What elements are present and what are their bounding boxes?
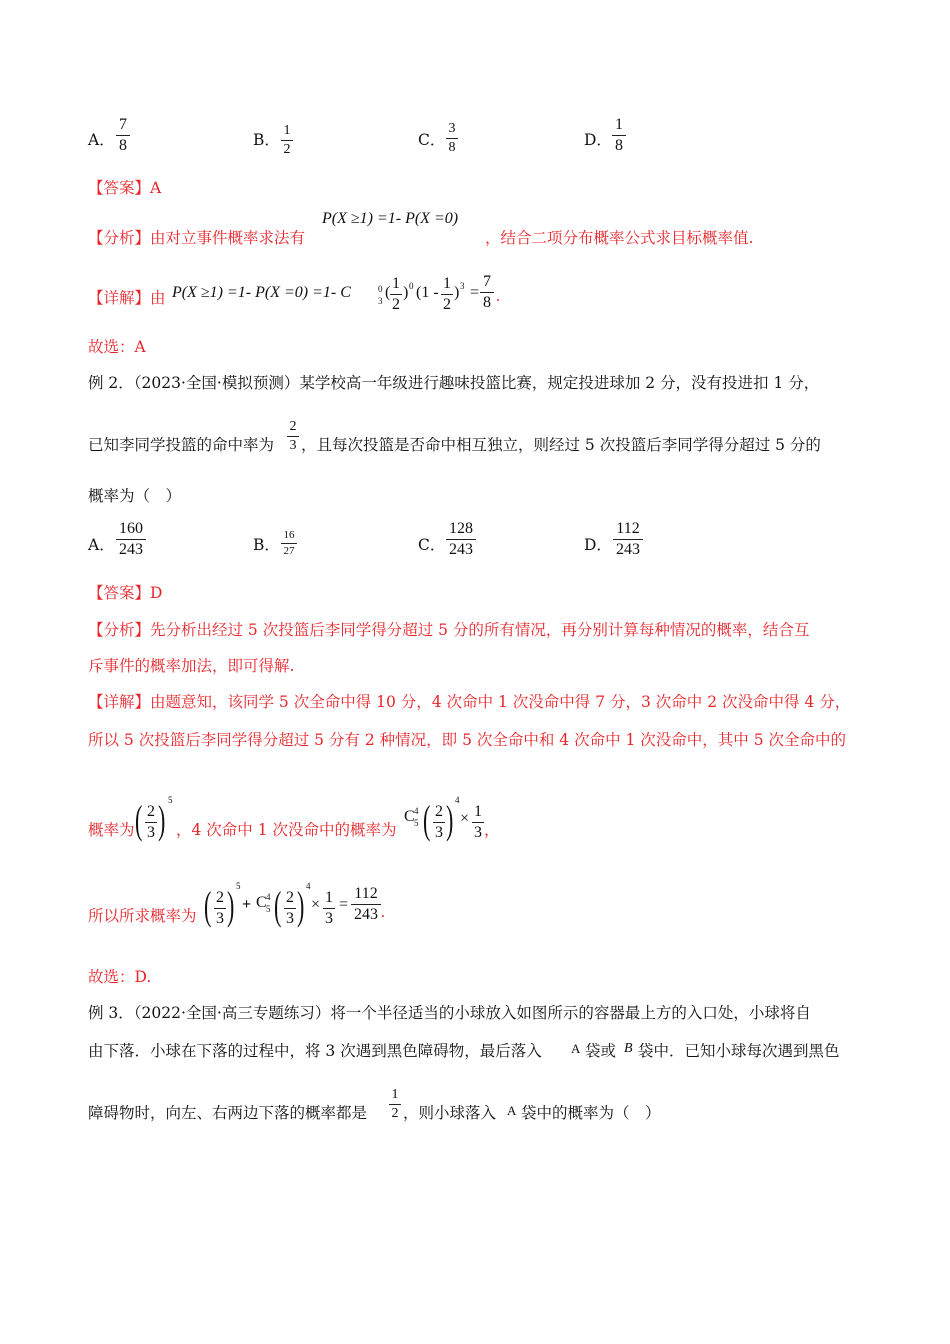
q2-analysis-line2: 斥事件的概率加法，即可得解. bbox=[88, 657, 295, 675]
q2-detail-line1: 【详解】由题意知，该同学 5 次全命中得 10 分，4 次命中 1 次没命中得 7 分，3 次命中 2 次没命中得 4 分， bbox=[88, 693, 851, 711]
q2-c-letter: C bbox=[404, 808, 415, 825]
q1-detail-rparen: ) bbox=[403, 284, 409, 301]
q2-rate-fraction: 2 3 bbox=[287, 420, 299, 453]
q3-line2-a: 由下落．小球在下落的过程中，将 3 次遇到黑色障碍物，最后落入 bbox=[88, 1042, 542, 1060]
option-a-letter: A． bbox=[88, 536, 115, 554]
q2-line2-suffix: ，且每次投篮是否命中相互独立，则经过 5 次投篮后李同学得分超过 5 分的 bbox=[301, 436, 821, 454]
q1-answer: 【答案】A bbox=[88, 179, 162, 197]
option-d-fraction: 112 243 bbox=[613, 521, 643, 558]
q3-half-fraction: 1 2 bbox=[389, 1088, 401, 1121]
q2-line1: 例 2．（2023·全国·模拟预测）某学校高一年级进行趣味投篮比赛，规定投进球加 2 分，没有投进扣 1 分， bbox=[88, 374, 820, 392]
q1-detail-result: 7 8 bbox=[480, 274, 494, 311]
option-c-letter: C． bbox=[418, 536, 446, 554]
q1-analysis-formula: P(X ≥1) =1- P(X =0) bbox=[322, 210, 459, 227]
q3-line3-c: 袋中的概率为（ ） bbox=[521, 1104, 661, 1122]
q2-choose: 故选：D. bbox=[88, 968, 152, 986]
q1-detail-one-minus: (1 - bbox=[416, 284, 439, 301]
q2-detail-line3-b: ，4 次命中 1 次没命中的概率为 bbox=[176, 821, 397, 839]
option-c-fraction: 3 8 bbox=[446, 122, 458, 155]
q2-frac-2-3: 2 3 bbox=[147, 803, 155, 841]
option-b-letter: B． bbox=[253, 131, 280, 149]
option-d-letter: D． bbox=[584, 131, 612, 149]
option-a-fraction: 7 8 bbox=[116, 117, 130, 154]
q3-var-b: B bbox=[624, 1041, 633, 1056]
option-b-fraction: 16 27 bbox=[281, 530, 297, 557]
q1-analysis-prefix: 【分析】由对立事件概率求法有 bbox=[88, 229, 306, 247]
q1-detail-formula-main: P(X ≥1) =1- P(X =0) =1- C bbox=[172, 284, 351, 301]
option-d-letter: D． bbox=[584, 536, 612, 554]
q2-detail-line4: 所以所求概率为 bbox=[88, 907, 197, 925]
option-a-letter: A． bbox=[88, 131, 115, 149]
q1-detail-half: 1 2 bbox=[392, 275, 400, 313]
q1-detail-exp3: 3 bbox=[460, 281, 465, 291]
q1-detail-c-sub: 3 bbox=[378, 296, 383, 306]
q1-detail-lparen: ( bbox=[385, 284, 391, 301]
q2-analysis-line1: 【分析】先分析出经过 5 次投篮后李同学得分超过 5 分的所有情况，再分别计算每种情况的概率，结合互 bbox=[88, 621, 810, 639]
q3-var-a2: A bbox=[507, 1103, 517, 1118]
option-b-letter: B． bbox=[253, 536, 280, 554]
q3-line2-b: 袋或 bbox=[585, 1042, 617, 1060]
q1-detail-exp0: 0 bbox=[409, 281, 414, 291]
option-c-fraction: 128 243 bbox=[446, 521, 476, 558]
option-c-letter: C． bbox=[418, 131, 446, 149]
q1-detail-equals: = bbox=[470, 284, 480, 301]
q3-line1: 例 3．（2022·全国·高三专题练习）将一个半径适当的小球放入如图所示的容器最上方的入口处，小球将自 bbox=[88, 1004, 811, 1022]
q2-result-fraction: 112 243 bbox=[351, 886, 381, 923]
q2-line2-prefix: 已知李同学投篮的命中率为 bbox=[88, 436, 275, 454]
q1-detail-rparen-2: ) bbox=[454, 284, 460, 301]
option-a-fraction: 160 243 bbox=[116, 521, 146, 558]
q3-line3-b: ，则小球落入 bbox=[403, 1104, 497, 1122]
option-d-fraction: 1 8 bbox=[612, 117, 626, 154]
q1-analysis-suffix: ，结合二项分布概率公式求目标概率值. bbox=[485, 229, 754, 247]
q2-detail-line3-a: 概率为 bbox=[88, 821, 135, 839]
q1-detail-half-2: 1 2 bbox=[443, 275, 451, 313]
q3-line2-c: 袋中．已知小球每次遇到黑色 bbox=[638, 1042, 840, 1060]
q2-answer: 【答案】D bbox=[88, 584, 163, 602]
q2-detail-line2: 所以 5 次投篮后李同学得分超过 5 分有 2 种情况，即 5 次全命中和 4 次命中 1 次没命中，其中 5 次全命中的 bbox=[88, 731, 847, 749]
q1-choose: 故选：A bbox=[88, 338, 146, 356]
q1-detail-end: . bbox=[496, 288, 500, 305]
q3-var-a: A bbox=[571, 1041, 581, 1056]
q1-detail-c-sup: 0 bbox=[378, 284, 383, 294]
option-b-fraction: 1 2 bbox=[281, 124, 293, 157]
q3-line3-a: 障碍物时，向左、右两边下落的概率都是 bbox=[88, 1104, 368, 1122]
q2-line3: 概率为（ ） bbox=[88, 487, 182, 505]
q2-exp5: 5 bbox=[168, 795, 173, 805]
q1-detail-prefix: 【详解】由 bbox=[88, 289, 166, 307]
q2-detail-line3-end: ， bbox=[484, 821, 500, 839]
